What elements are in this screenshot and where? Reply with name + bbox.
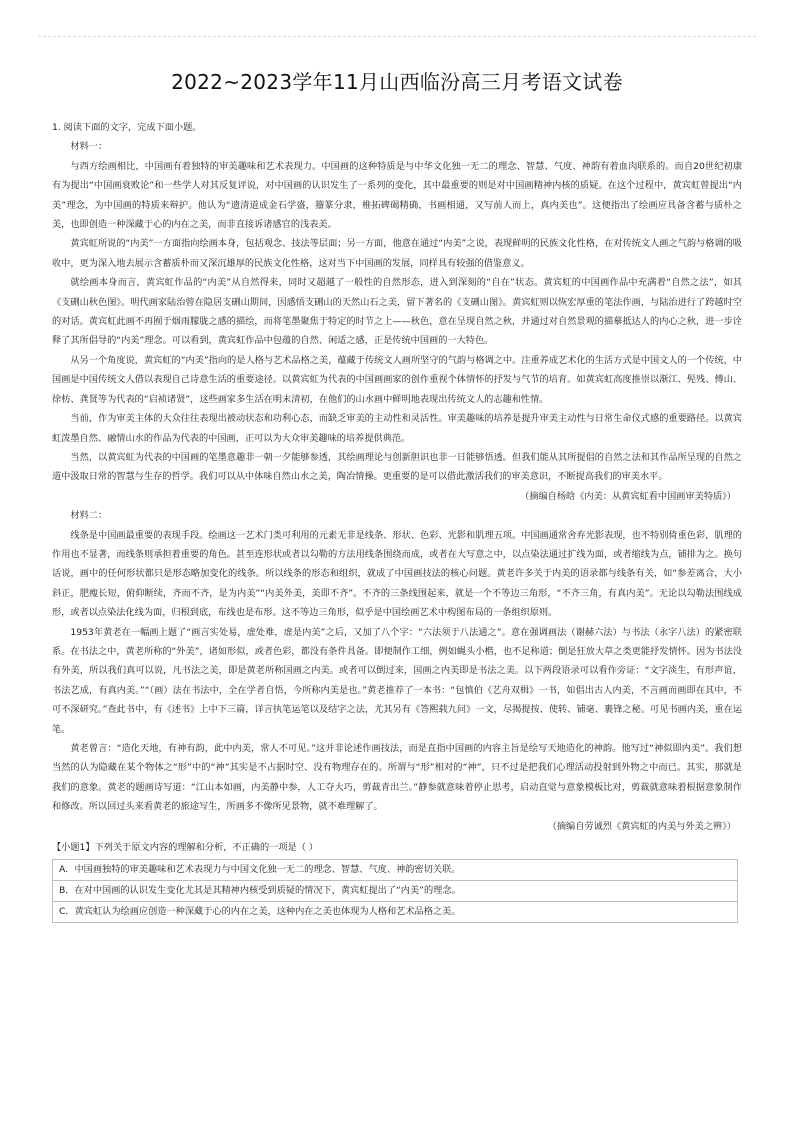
material-2-source: （摘编自劳诚烈《黄宾虹的内美与外美之辨》） <box>547 820 736 832</box>
material-1-paragraph: 当前，作为审美主体的大众往往表现出被动状态和功利心态，而缺乏审美的主动性和灵活性。审美趣味的培养是提升审美主动性与日常生命仪式感的重要路径。以黄宾虹泼墨自然、融情山水的作品为代表的中国画，正可以为大众审美趣味的培养提供典范。 <box>52 413 742 444</box>
material-1-label: 材料一： <box>70 141 108 153</box>
material-1-paragraph: 黄宾虹所说的“内美”一方面指向绘画本身，包括观念、技法等层面；另一方面，他意在通过“内美”之说，表现鲜明的民族文化性格，在对传统文人画之气韵与格调的吸收中，更为深入地去展示含蓄质朴而又深沉雄厚的民族文化性格，这对当下中国画的发展，同样具有较强的借鉴意义。 <box>52 238 742 269</box>
option-b[interactable]: B．在对中国画的认识发生变化尤其是其精神内核受到质疑的情况下，黄宾虹提出了“内美”的理念。 <box>52 880 738 901</box>
material-1-paragraph: 与西方绘画相比，中国画有着独特的审美趣味和艺术表现力。中国画的这种特质是与中华文化独一无二的理念、智慧、气度、神韵有着血肉联系的。而自20世纪初康有为提出“中国画衰败论”和一些学人对其反复评说，对中国画的认识发生了一系列的变化，其中最重要的则是对中国画精神内核的质疑。在这个过程中，黄宾虹曾提出“内美”理念，为中国画的特质来辩护。他认为“遗清道成金石学盛，籀篆分隶，椎拓碑碣精确，书画相通，又写前人而上，真内美也”。这便指出了绘画应具备含蓄与质朴之美，也即创造一种深藏于心的内在之美，而非直接诉诸感官的浅表美。 <box>52 160 742 231</box>
answer-options <box>52 859 738 923</box>
content-body <box>52 118 742 923</box>
header-rule <box>38 36 756 37</box>
material-2-paragraph: 黄老曾言：“造化天地，有神有韵，此中内美，常人不可见。”这并非论述作画技法，而是直指中国画的内容主旨是绘写天地造化的神韵。他写过“神似即内美”。我们想当然的认为隐藏在某个物体之“形”中的“神”其实是不占据时空、没有物理存在的。所谓与“形”相对的“神”，只不过是把我们心理活动投射到外物之中而已。其实，那就是我们的意象。黄老的题画诗写道：“江山本如画，内美静中参，人工夺大巧，剪裁青出兰。”静参就意味着停止思考，启动直觉与意象模板比对，剪裁就意味着根据意象制作和修改。所以回过头来看黄老的旅途写生，所画多不像所见景物，就不难理解了。 <box>52 743 742 813</box>
material-1-paragraph: 当然，以黄宾虹为代表的中国画的笔墨意趣非一朝一夕能够参透，其绘画理论与创新胆识也非一日能够悟透。但我们能从其所提倡的自然之法和其作品所呈现的自然之道中汲取日常的智慧与生存的哲学。我们可以从中体味自然山水之美，陶冶情操。更重要的是可以借此激活我们的审美意识，不断提高我们的审美水平。 <box>52 451 742 483</box>
option-a[interactable]: A．中国画独特的审美趣味和艺术表现力与中国文化独一无二的理念、智慧、气度、神韵密切关联。 <box>52 859 738 880</box>
material-1-source: （摘编自杨晗《内美：从黄宾虹看中国画审美特质》） <box>520 490 736 502</box>
material-2-paragraph: 线条是中国画最重要的表现手段。绘画这一艺术门类可利用的元素无非是线条、形状、色彩、光影和肌理五项。中国画通常舍弃光影表现，也不特别倚重色彩，肌理的作用也不显著，而线条则承担着重要的角色。甚至连形状或者以勾勒的方法用线条围绕而成，或者在大写意之中，以点染法通过扩线为面，或者缩线为点，铺排为之。换句话说，画中的任何形状都只是形态略加变化的线条。所以线条的形态和组织，就成了中国画技法的核心问题。黄老许多关于内美的语录都与线条有关，如“参差离合，大小斜正，肥瘦长短，俯仰断续，齐而不齐，是为内美”“内美外美，美即不齐”。不齐的三条线围起来，就是一个不等边三角形，“不齐三角，有真内美”。无论以勾勒法围线成形，或者以点染法化线为面，归根到底，布线也是布形。这不等边三角形，似乎是中国绘画艺术中构图布局的一条组织原则。 <box>52 529 742 619</box>
material-2-label: 材料二： <box>70 510 108 522</box>
page-title: 2022~2023学年11月山西临汾高三月考语文试卷 <box>171 70 623 94</box>
question-intro: 1. 阅读下面的文字，完成下面小题。 <box>52 122 202 133</box>
sub-question-1: 【小题1】下列关于原文内容的理解和分析，不正确的一项是（ ） <box>52 842 319 854</box>
material-1-paragraph: 就绘画本身而言，黄宾虹作品的“内美”从自然得来，同时又超越了一般性的自然形态，进入到深刻的“自在”状态。黄宾虹的中国画作品中充满着“自然之法”，如其《支硎山秋色图》。明代画家陆治曾在隐居支硎山期间，因感悟支硎山的天然山石之美，留下著名的《支硎山图》。黄宾虹则以恢宏厚重的笔法作画，与陆治进行了跨越时空的对话。黄宾虹此画不再囿于烟雨朦胧之感的描绘，而将笔墨聚焦于特定的时节之上——秋色，意在呈现自然之秋，并通过对自然景观的描摹抵达人的内心之秋，进一步诠释了其所倡导的“内美”理念。可以看到，黄宾虹作品中包蕴的自然、闲适之感，正是传统中国画的一大特色。 <box>52 277 742 347</box>
option-c[interactable]: C．黄宾虹认为绘画应创造一种深藏于心的内在之美，这种内在之美也体现为人格和艺术品格之美。 <box>52 901 738 923</box>
material-1-paragraph: 从另一个角度说，黄宾虹的“内美”指向的是人格与艺术品格之美，蕴藏于传统文人画所坚守的气韵与格调之中。注重养成艺术化的生活方式是中国文人的一个传统，中国画是中国传统文人借以表现自己诗意生活的重要途径。以黄宾虹为代表的中国画画家的创作重视个体情怀的抒发与气节的培育。如黄宾虹高度推崇以渐江、髡残、傅山、徐枋、龚贤等为代表的“启祯诸贤”，这些画家多生活在明末清初，在他们的山水画中鲜明地表现出传统文人的志趣和性情。 <box>52 354 742 405</box>
material-2-paragraph: 1953年黄老在一幅画上题了“画言实处易，虚处难，虚是内美”之后，又加了八个字：“六法须于八法通之”。意在强调画法（谢赫六法）与书法（永字八法）的紧密联系。在书法之中，黄老所称的“外美”，诸如形似，或者色彩，都没有条件具备。即便制作工细，例如蝇头小楷，也不足称道；倒是狂放大草之类更能抒发情怀。因为书法没有外美，所以我们真可以说，凡书法之美，即是黄老所称国画之内美。或者可以倒过来，国画之内美即是书法之美。以下两段语录可以看作旁证：“文字淡生，有形声谊，书法艺成，有真内美。”“（画）法在书法中，全在学者自悟，今所称内美是也。”黄老推荐了一本书：“包慎伯《艺舟双楫》一书，如倡出古人内美，不言画而画即在其中，不可不深研究。”查此书中，有《述书》上中下三篇，详言执笔运笔以及结字之法，尤其另有《答熙载九问》一文，尽揭提按、使转、铺毫、裹锋之秘。可见书画内美，重在运笔。 <box>52 626 742 735</box>
